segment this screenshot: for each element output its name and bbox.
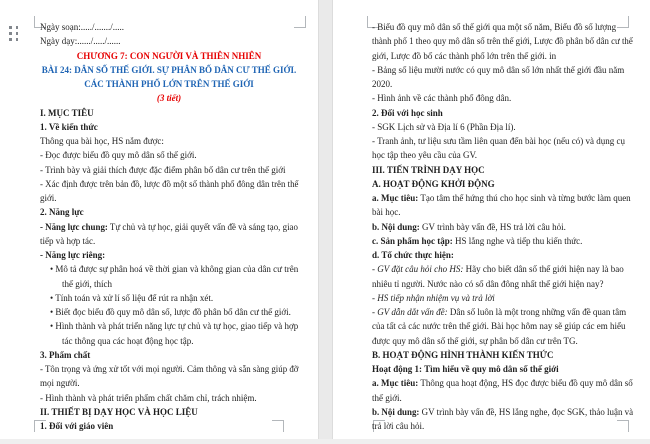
text-line: [40, 91, 298, 105]
text-segment: 2020.: [372, 79, 393, 89]
text-line: [40, 334, 298, 348]
text-line: [372, 163, 633, 177]
text-line: [40, 234, 298, 248]
text-segment: B. HOẠT ĐỘNG HÌNH THÀNH KIẾN THỨC: [372, 349, 554, 360]
text-segment: Ngày dạy:....../...../......: [40, 36, 121, 47]
text-line: [372, 405, 634, 419]
text-segment: c. Sản phẩm học tập:: [372, 235, 453, 246]
text-line: [372, 191, 633, 205]
text-segment: nhiêu tỉ người. Nước nào có số dân đông nhất thế giới hiện nay?: [372, 278, 604, 289]
text-segment: - HS tiếp nhận nhiệm vụ và trả lời: [372, 292, 495, 303]
text-segment: A. HOẠT ĐỘNG KHỞI ĐỘNG: [372, 178, 495, 189]
text-line: [40, 391, 298, 405]
text-line: [40, 20, 298, 34]
text-segment: - Bảng số liệu mười nước có quy mô dân số lớn nhất thế giới đầu năm: [372, 64, 625, 75]
text-segment: thành phố 1 theo quy mô dân số trên thế giới, Lược đồ phân bố dân cư thế: [372, 36, 633, 47]
text-segment: - Tôn trọng và ứng xử tốt với mọi người. Cảm thông và sẵn sàng giúp đỡ: [40, 364, 299, 374]
text-segment: được quy mô dân số thế giới, sự phân bố dân cư trên TG.: [372, 335, 578, 346]
text-line: [372, 262, 633, 276]
text-line: [40, 134, 298, 148]
text-line: [40, 305, 298, 319]
text-line: [40, 262, 298, 276]
text-line: [40, 319, 297, 333]
text-line: [40, 220, 298, 234]
text-line: [372, 20, 633, 34]
text-segment: (3 tiết): [156, 93, 182, 104]
text-segment: Hoạt động 1:: [372, 364, 423, 374]
text-segment: giới, Lược đồ bố các thành phố lớn trên thế giới. in: [372, 50, 557, 61]
text-line: [40, 120, 298, 134]
text-line: [372, 205, 633, 219]
text-line: [372, 148, 633, 162]
text-segment: trả lời câu hỏi.: [372, 421, 425, 431]
text-segment: của tất cả các nước trên thế giới. Bài học hôm nay sẽ giúp các em hiểu: [372, 321, 626, 332]
page-bottom-edge: [0, 439, 650, 444]
text-segment: tiếp và hợp tác.: [40, 235, 96, 246]
text-segment: - GV đặt câu hỏi cho HS:: [372, 264, 464, 275]
page-gap-divider: [318, 0, 333, 444]
text-segment: GV trình bày vấn đề, HS lắng nghe, đọc SGK, thảo luận và: [419, 406, 634, 417]
text-segment: - GV dẫn dắt vấn đề:: [372, 307, 448, 317]
text-segment: Thông qua bài học, HS nắm được:: [40, 136, 164, 146]
text-segment: thế giới, thích: [62, 278, 113, 289]
text-line: [372, 319, 633, 333]
text-line: [40, 34, 298, 48]
text-segment: - Tranh ảnh, tư liệu sưu tầm liên quan đến bài học (nếu có) và dụng cụ: [372, 136, 625, 146]
text-segment: - Hình ảnh về các thành phố đông dân.: [372, 93, 512, 104]
text-line: [372, 348, 633, 362]
text-line: [372, 120, 633, 134]
text-segment: GV trình bày vấn đề, HS trả lời câu hỏi.: [419, 221, 566, 232]
text-segment: Dân số luôn là một trong những vấn đề quan tâm: [447, 307, 627, 317]
text-line: [40, 348, 298, 362]
text-segment: mọi người.: [40, 378, 80, 389]
text-line: [40, 376, 298, 390]
text-segment: - Đọc được biểu đồ quy mô dân số thế giới.: [40, 150, 197, 161]
text-line: [372, 91, 633, 105]
text-segment: Tìm hiểu về quy mô dân số thế giới: [422, 364, 559, 374]
text-segment: Tự chủ và tự học, giải quyết vấn đề và sáng tạo, giao: [107, 221, 298, 232]
text-line: [372, 376, 633, 390]
text-line: [372, 220, 633, 234]
text-segment: thế giới.: [372, 392, 402, 403]
text-line: [372, 234, 633, 248]
page-1-text: [40, 20, 298, 433]
text-line: [372, 248, 633, 262]
text-segment: b. Nội dung:: [372, 221, 420, 232]
text-line: [372, 77, 633, 91]
text-line: [372, 391, 633, 405]
text-segment: học tập theo yêu cầu của GV.: [372, 150, 478, 161]
text-line: [40, 106, 298, 120]
text-line: [40, 277, 298, 291]
text-segment: 1. Về kiến thức: [40, 121, 98, 132]
text-segment: - Xác định được trên bản đồ, lược đồ một số thành phố đông dân trên thế: [40, 178, 299, 189]
text-line: [40, 148, 298, 162]
text-segment: - Hình thành và phát triển phẩm chất chăm chỉ, trách nhiệm.: [40, 392, 257, 403]
text-segment: II. THIẾT BỊ DẠY HỌC VÀ HỌC LIỆU: [40, 406, 198, 417]
text-segment: - SGK Lịch sử và Địa lí 6 (Phần Địa lí).: [372, 121, 516, 132]
text-segment: • Tính toán và xử lí số liệu để rút ra nhận xét.: [50, 292, 214, 303]
text-line: [372, 362, 633, 376]
text-segment: 1. Đối với giáo viên: [40, 421, 114, 431]
text-segment: Thông qua hoạt động, HS đọc được biểu đồ quy mô dân số: [418, 378, 633, 389]
text-segment: a. Mục tiêu:: [372, 193, 419, 203]
text-line: [40, 163, 298, 177]
text-line: [40, 191, 298, 205]
text-line: [372, 177, 633, 191]
text-line: [372, 134, 633, 148]
text-line: [40, 177, 299, 191]
text-line: [372, 106, 633, 120]
text-segment: Tạo tâm thế hứng thú cho học sinh và từng bước làm quen: [418, 193, 631, 203]
text-segment: • Mô tả được sự phân hoá về thời gian và không gian của dân cư trên: [50, 264, 299, 275]
text-line: [40, 63, 298, 77]
text-segment: - Năng lực riêng:: [40, 250, 106, 260]
text-segment: bài học.: [372, 207, 401, 218]
text-line: [40, 205, 298, 219]
text-segment: • Biết đọc biểu đồ quy mô dân số, lược đồ phân bố dân cư thế giới.: [50, 307, 291, 317]
text-line: [40, 291, 298, 305]
text-segment: Ngày soạn:...../......./.....: [40, 22, 124, 32]
text-segment: III. TIẾN TRÌNH DẠY HỌC: [372, 164, 485, 175]
text-segment: HS lắng nghe và tiếp thu kiến thức.: [452, 235, 583, 246]
text-segment: CÁC THÀNH PHỐ LỚN TRÊN THẾ GIỚI: [84, 79, 254, 89]
text-segment: - Biểu đồ quy mô dân số thế giới qua một số năm, Biểu đồ số lượng: [372, 22, 617, 32]
text-line: [372, 305, 633, 319]
text-line: [372, 291, 633, 305]
text-segment: 2. Đối với học sinh: [372, 107, 443, 118]
text-segment: BÀI 24: DÂN SỐ THẾ GIỚI. SỰ PHÂN BỐ DÂN CƯ THẾ GIỚI.: [41, 64, 297, 75]
text-segment: • Hình thành và phát triển năng lực tự chủ và tự học, giao tiếp và hợp: [49, 321, 299, 332]
text-line: [40, 362, 299, 376]
text-segment: 2. Năng lực: [40, 207, 84, 218]
text-segment: d. Tổ chức thực hiện:: [372, 250, 454, 260]
text-line: [372, 334, 633, 348]
text-segment: a. Mục tiêu:: [372, 378, 419, 389]
text-segment: CHƯƠNG 7: CON NGƯỜI VÀ THIÊN NHIÊN: [76, 50, 262, 61]
text-line: [372, 63, 633, 77]
text-segment: b. Nội dung:: [372, 406, 420, 417]
text-line: [372, 49, 633, 63]
drag-handle-icon[interactable]: [9, 26, 20, 42]
text-line: [40, 77, 298, 91]
text-line: [372, 419, 633, 433]
text-segment: - Trình bày và giải thích được đặc điểm phân bố dân cư trên thế giới: [40, 164, 286, 175]
text-line: [372, 277, 633, 291]
text-line: [40, 248, 298, 262]
text-segment: tác thông qua các hoạt động học tập.: [62, 335, 194, 346]
text-line: [40, 49, 298, 63]
document-page-1: [0, 0, 318, 444]
text-line: [40, 419, 298, 433]
document-page-2: [333, 0, 650, 444]
text-segment: giới.: [40, 193, 57, 203]
text-segment: - Năng lực chung:: [40, 221, 108, 232]
text-segment: I. MỤC TIÊU: [40, 107, 94, 118]
text-segment: Hãy cho biết dân số thế giới hiện nay là bao: [463, 264, 624, 275]
text-line: [372, 34, 633, 48]
page-2-text: [372, 20, 633, 433]
text-segment: 3. Phẩm chất: [40, 349, 91, 360]
text-line: [40, 405, 298, 419]
